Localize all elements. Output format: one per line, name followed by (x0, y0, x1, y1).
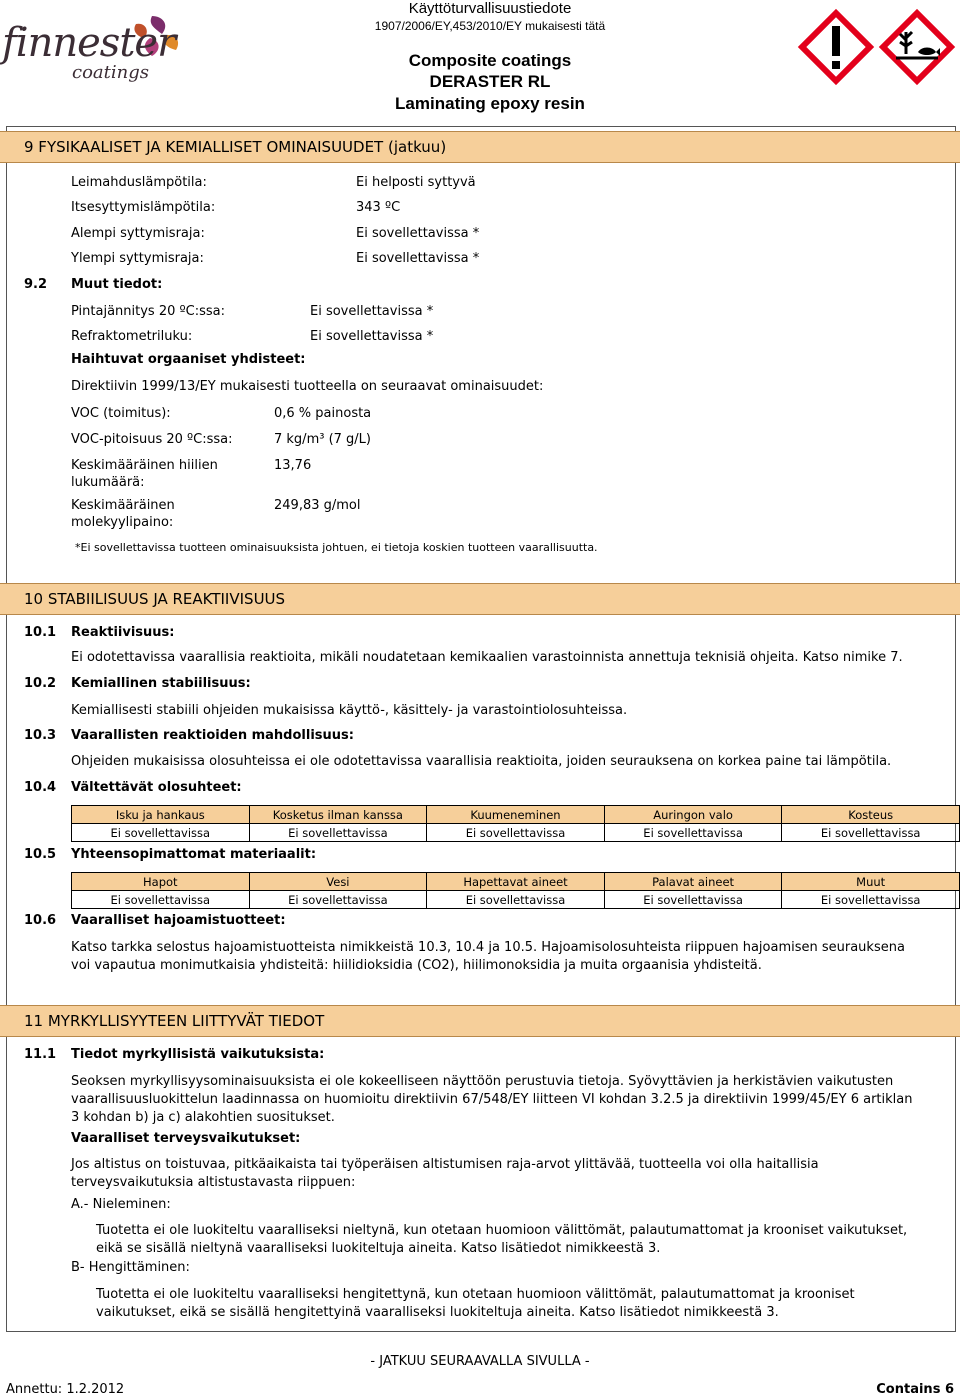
table-cell: Ei sovellettavissa (782, 891, 960, 909)
table-cell: Ei sovellettavissa (604, 891, 782, 909)
item-number: 10.4 (24, 780, 57, 795)
intro-text: 3 kohdan b) ja c) alakohtien suositukset. (71, 1110, 335, 1125)
subsection-9-2-number: 9.2 (24, 277, 48, 292)
item-text: Kemiallisesti stabiili ohjeiden mukaisissa käyttö-, käsittely- ja varastointiolosuhteissa. (71, 703, 628, 718)
table-header-cell: Palavat aineet (604, 873, 782, 891)
section-9-header (0, 131, 960, 163)
table-row (72, 824, 960, 842)
section-11-title: 11 MYRKYLLISYYTEEN LIITTYVÄT TIEDOT (24, 1012, 325, 1030)
table-cell: Ei sovellettavissa (249, 891, 427, 909)
table-header-cell: Vesi (249, 873, 427, 891)
voc-label: lukumäärä: (71, 475, 145, 490)
document-title: Käyttöturvallisuustiedote (408, 0, 572, 17)
item-number: 11.1 (24, 1047, 57, 1062)
table-cell: Ei sovellettavissa (782, 824, 960, 842)
other-label: Pintajännitys 20 ºC:ssa: (71, 304, 225, 319)
intro-text: vaarallisuusluokittelun laadinnassa on huomioitu direktiivin 67/548/EY liitteen VI kohdan 3.2.5 ja direktiivin 1999/45/EY 6 artiklan (71, 1092, 913, 1107)
table-cell: Ei sovellettavissa (427, 891, 605, 909)
subsection-9-2-title: Muut tiedot: (71, 277, 163, 292)
item-title: Yhteensopimattomat materiaalit: (71, 847, 317, 862)
prop-label: Ylempi syttymisraja: (71, 251, 204, 266)
item-title: Tiedot myrkyllisistä vaikutuksista: (71, 1047, 325, 1062)
table-header-cell: Hapot (72, 873, 250, 891)
route-b-text: vaikutukset, eikä se sisällä hengitettyinä vaaralliseksi luokiteltuja aineita. Katso lisätiedot nimikkeestä 3. (96, 1305, 779, 1320)
item-title: Vältettävät olosuhteet: (71, 780, 242, 795)
table-cell: Ei sovellettavissa (72, 891, 250, 909)
item-title: Vaaralliset hajoamistuotteet: (71, 913, 286, 928)
product-name: DERASTER RL (429, 72, 551, 91)
other-value: Ei sovellettavissa * (310, 329, 434, 344)
table-cell: Ei sovellettavissa (604, 824, 782, 842)
exclamation-mark-icon (795, 6, 877, 88)
prop-label: Itsesyttymislämpötila: (71, 200, 216, 215)
environment-hazard-icon (876, 6, 958, 88)
section-10-title: 10 STABIILISUUS JA REAKTIIVISUUS (24, 590, 286, 608)
continued-note: - JATKUU SEURAAVALLA SIVULLA - (370, 1354, 590, 1369)
prop-label: Leimahduslämpötila: (71, 175, 207, 190)
route-a-title: A.- Nieleminen: (71, 1197, 171, 1212)
product-line: Composite coatings (408, 51, 572, 70)
issue-date: Annettu: 1.2.2012 (6, 1382, 125, 1397)
prop-value: 343 ºC (356, 200, 401, 215)
prop-label: Alempi syttymisraja: (71, 226, 205, 241)
item-number: 10.1 (24, 625, 57, 640)
table-header-row (72, 873, 960, 891)
table-header-cell: Muut (782, 873, 960, 891)
table-header-row (72, 806, 960, 824)
item-title: Kemiallinen stabiilisuus: (71, 676, 251, 691)
intro-text: Seoksen myrkyllisyysominaisuuksista ei ole kokeelliseen näyttöön perustuvia tietoja. Syövyttävien ja herkistävien vaikutusten (71, 1074, 894, 1089)
voc-label: VOC (toimitus): (71, 406, 171, 421)
incompatible-materials-table (71, 872, 960, 909)
prop-value: Ei helposti syttyvä (356, 175, 476, 190)
other-label: Refraktometriluku: (71, 329, 193, 344)
route-b-title: B- Hengittäminen: (71, 1260, 190, 1275)
prop-value: Ei sovellettavissa * (356, 226, 480, 241)
section-11-header (0, 1005, 960, 1037)
route-a-text: Tuotetta ei ole luokiteltu vaaralliseksi nieltynä, kun otetaan huomioon välittömät, palautumattomat ja krooniset vaikutukset, (96, 1223, 908, 1238)
table-header-cell: Kuumeneminen (427, 806, 605, 824)
table-row (72, 891, 960, 909)
product-description: Laminating epoxy resin (395, 94, 585, 113)
health-text: Jos altistus on toistuvaa, pitkäaikaista tai työperäisen altistumisen raja-arvot ylittävää, tuotteella voi olla haitallisia (71, 1157, 819, 1172)
table-cell: Ei sovellettavissa (249, 824, 427, 842)
voc-heading: Haihtuvat orgaaniset yhdisteet: (71, 352, 306, 367)
health-text: terveysvaikutuksia altistustavasta riippuen: (71, 1175, 356, 1190)
route-a-text: eikä se sisällä nieltynä vaaralliseksi luokiteltuja aineita. Katso lisätiedot nimikkeestä 3. (96, 1241, 661, 1256)
page-count: Contains 6 (876, 1382, 954, 1397)
logo-subtitle: coatings (72, 62, 149, 83)
voc-value: 249,83 g/mol (274, 498, 361, 513)
item-number: 10.5 (24, 847, 57, 862)
table-header-cell: Kosteus (782, 806, 960, 824)
voc-label: Keskimääräinen hiilien (71, 458, 218, 473)
item-title: Vaarallisten reaktioiden mahdollisuus: (71, 728, 354, 743)
regulation-text: 1907/2006/EY,453/2010/EY mukaisesti tätä (374, 19, 606, 33)
table-cell: Ei sovellettavissa (72, 824, 250, 842)
voc-label: molekyylipaino: (71, 515, 174, 530)
voc-value: 7 kg/m³ (7 g/L) (274, 432, 371, 447)
avoid-conditions-table (71, 805, 960, 842)
item-title: Reaktiivisuus: (71, 625, 175, 640)
logo-wordmark: finnester (2, 20, 176, 66)
item-text: Katso tarkka selostus hajoamistuotteista nimikkeistä 10.3, 10.4 ja 10.5. Hajoamisolosuhteista riippuen hajoamisen seurauksena (71, 940, 905, 955)
section-9-title: 9 FYSIKAALISET JA KEMIALLISET OMINAISUUDET (jatkuu) (24, 138, 447, 156)
table-header-cell: Hapettavat aineet (427, 873, 605, 891)
other-value: Ei sovellettavissa * (310, 304, 434, 319)
voc-label: Keskimääräinen (71, 498, 175, 513)
table-cell: Ei sovellettavissa (427, 824, 605, 842)
health-heading: Vaaralliset terveysvaikutukset: (71, 1131, 301, 1146)
table-header-cell: Kosketus ilman kanssa (249, 806, 427, 824)
table-header-cell: Auringon valo (604, 806, 782, 824)
table-header-cell: Isku ja hankaus (72, 806, 250, 824)
item-number: 10.6 (24, 913, 57, 928)
footnote: *Ei sovellettavissa tuotteen ominaisuuksista johtuen, ei tietoja koskien tuotteen vaarallisuutta. (75, 541, 598, 554)
prop-value: Ei sovellettavissa * (356, 251, 480, 266)
item-text: Ei odotettavissa vaarallisia reaktioita, mikäli noudatetaan kemikaalien varastoinnista annettuja teknisiä ohjeita. Katso nimike 7. (71, 650, 903, 665)
voc-label: VOC-pitoisuus 20 ºC:ssa: (71, 432, 233, 447)
voc-value: 0,6 % painosta (274, 406, 372, 421)
section-10-header (0, 583, 960, 615)
item-text: Ohjeiden mukaisissa olosuhteissa ei ole odotettavissa vaarallisia reaktioita, joiden seurauksena on korkea paine tai lämpötila. (71, 754, 892, 769)
item-number: 10.3 (24, 728, 57, 743)
voc-value: 13,76 (274, 458, 312, 473)
item-number: 10.2 (24, 676, 57, 691)
item-text: voi vapautua monimutkaisia yhdisteitä: hiilidioksidia (CO2), hiilimonoksidia ja muita orgaanisia yhdisteitä. (71, 958, 762, 973)
route-b-text: Tuotetta ei ole luokiteltu vaaralliseksi hengitettynä, kun otetaan huomioon välittömät, palautumattomat ja krooniset (96, 1287, 855, 1302)
voc-intro: Direktiivin 1999/13/EY mukaisesti tuotteella on seuraavat ominaisuudet: (71, 379, 544, 394)
